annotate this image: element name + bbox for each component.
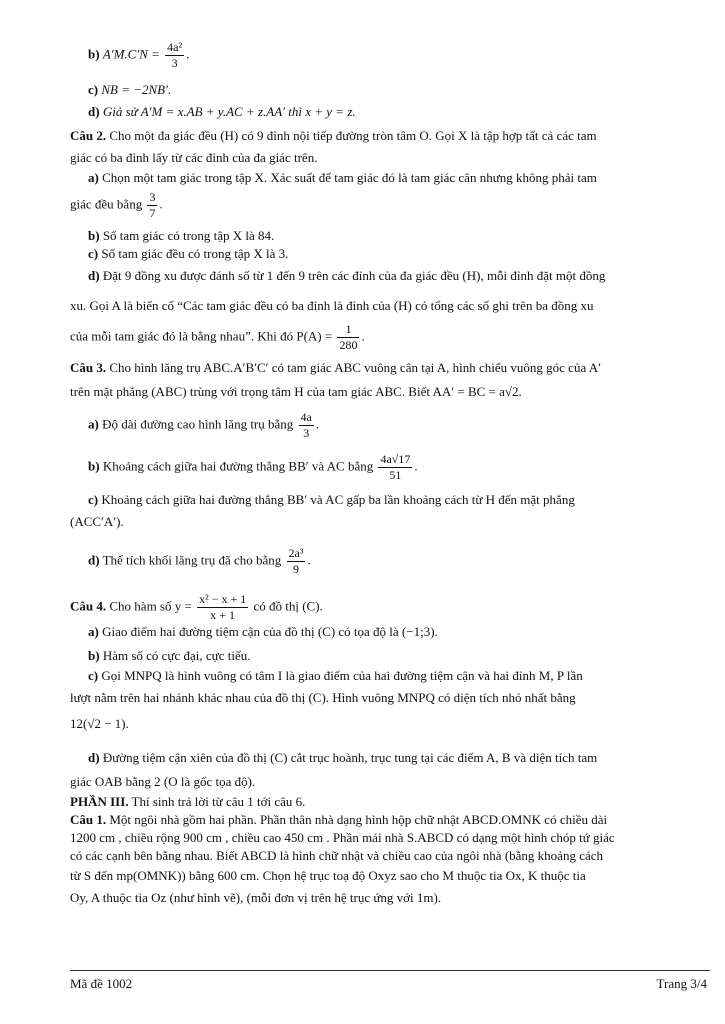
footer-divider (70, 970, 710, 971)
q4-option-d: d) Đường tiệm cận xiên của đồ thị (C) cắt trục hoành, trục tung tại các điểm A, B và diện tích tam (88, 750, 598, 765)
q2-option-d-cont2: của mỗi tam giác đó là bằng nhau”. Khi đó P(A) = $\frac{1}{280}$ . (70, 322, 365, 352)
q1-option-c: c) NB = −2NB′. (88, 82, 172, 97)
exam-code: Mã đề 1002 (70, 976, 133, 991)
q2-option-b: b) Số tam giác có trong tập X là 84. (88, 228, 275, 243)
q4-option-c-cont: lượt nằm trên hai nhánh khác nhau của đồ thị (C). Hình vuông MNPQ có diện tích nhỏ nhất bằng (70, 690, 576, 705)
q4-option-d-cont: giác OAB bằng 2 (O là gốc tọa độ). (70, 774, 256, 789)
q4-option-c: c) Gọi MNPQ là hình vuông có tâm I là giao điểm của hai đường tiệm cận và hai đỉnh M, P lần (88, 668, 583, 683)
fraction: $\frac{\text{4a²}}{3}$ (167, 40, 183, 70)
fraction: $\frac{4a√17}{51}$ (380, 452, 411, 482)
q3-option-c-cont: (ACC′A′). (70, 514, 124, 529)
q2-option-d-cont: xu. Gọi A là biến cố “Các tam giác đều có ba đỉnh là đỉnh của (H) có tổng các số ghi trên ba đồng xu (70, 298, 594, 313)
q4-stem: Câu 4. Cho hàm số y = $\frac{\text{x² − x + 1}}{x + 1}$ có đồ thị (C). (70, 592, 323, 622)
q1-option-d: d) Giả sử A′M = x.AB + y.AC + z.AA′ thì x + y = z. (88, 104, 356, 119)
q2-option-c: c) Số tam giác đều có trong tập X là 3. (88, 246, 289, 261)
q1-option-b: b) A′M.C′N = $\frac{\text{4a²}}{3}$ . (88, 40, 190, 70)
fraction: $\frac{\text{x² − x + 1}}{x + 1}$ (199, 592, 247, 622)
part3-heading: PHẦN III. Thí sinh trả lời từ câu 1 tới câu 6. (70, 794, 306, 809)
q2-option-a: a) Chọn một tam giác trong tập X. Xác suất để tam giác đó là tam giác cân nhưng không phải tam (88, 170, 597, 185)
q2-stem: Câu 2. Cho một đa giác đều (H) có 9 đỉnh nội tiếp đường tròn tâm O. Gọi X là tập hợp tất cả các tam (70, 128, 597, 143)
q3-stem: Câu 3. Cho hình lăng trụ ABC.A′B′C′ có tam giác ABC vuông cân tại A, hình chiếu vuông góc của A′ (70, 360, 601, 375)
page-number: Trang 3/4 (656, 976, 707, 991)
q3-stem-cont: trên mặt phẳng (ABC) trùng với trọng tâm H của tam giác ABC. Biết AA′ = BC = a√2. (70, 384, 522, 399)
fraction: $\frac{\text{2a³}}{9}$ (288, 546, 304, 576)
q2-option-d: d) Đặt 9 đồng xu được đánh số từ 1 đến 9 trên các đỉnh của đa giác đều (H), mỗi đỉnh đặt một đồng (88, 268, 606, 283)
q3-option-d: d) Thể tích khối lăng trụ đã cho bằng $\frac{\text{2a³}}{9}$ . (88, 546, 311, 576)
q3-option-b: b) Khoảng cách giữa hai đường thẳng BB′ và AC bằng $\frac{4a√17}{51}$ . (88, 452, 418, 482)
q4-option-a: a) Giao điểm hai đường tiệm cận của đồ thị (C) có tọa độ là (−1;3). (88, 624, 438, 639)
q3-option-c: c) Khoảng cách giữa hai đường thẳng BB′ và AC gấp ba lần khoảng cách từ H đến mặt phẳng (88, 492, 575, 507)
fraction: $\frac{1}{280}$ (339, 322, 358, 352)
part3-q1-line4: từ S đến mp(OMNK)) bằng 600 cm. Chọn hệ trục toạ độ Oxyz sao cho M thuộc tia Ox, K thuộc tia (70, 868, 586, 883)
q4-option-c-cont2: 12(√2 − 1). (70, 716, 129, 731)
part3-q1-line3: có các cạnh bên bằng nhau. Biết ABCD là hình chữ nhật và chiều cao của ngôi nhà (bằng khoảng cách (70, 848, 603, 863)
q2-stem-cont: giác có ba đỉnh lấy từ các đỉnh của đa giác trên. (70, 150, 318, 165)
part3-q1-line5: Oy, A thuộc tia Oz (như hình vẽ), (mỗi đơn vị trên hệ trục ứng với 1m). (70, 890, 442, 905)
part3-q1-line1: Câu 1. Một ngôi nhà gồm hai phần. Phần thân nhà dạng hình hộp chữ nhật ABCD.OMNK có chiều dài (70, 812, 608, 827)
q3-option-a: a) Độ dài đường cao hình lăng trụ bằng $\frac{4a}{3}$ . (88, 410, 320, 440)
fraction: $\frac{4a}{3}$ (300, 410, 312, 440)
fraction: $\frac{3}{7}$ (149, 190, 156, 220)
q2-option-a-cont: giác đều bằng $\frac{3}{7}$ . (70, 190, 163, 220)
q4-option-b: b) Hàm số có cực đại, cực tiểu. (88, 648, 251, 663)
part3-q1-line2: 1200 cm , chiều rộng 900 cm , chiều cao 450 cm . Phần mái nhà S.ABCD có dạng một hình chóp tứ giác (70, 830, 615, 845)
